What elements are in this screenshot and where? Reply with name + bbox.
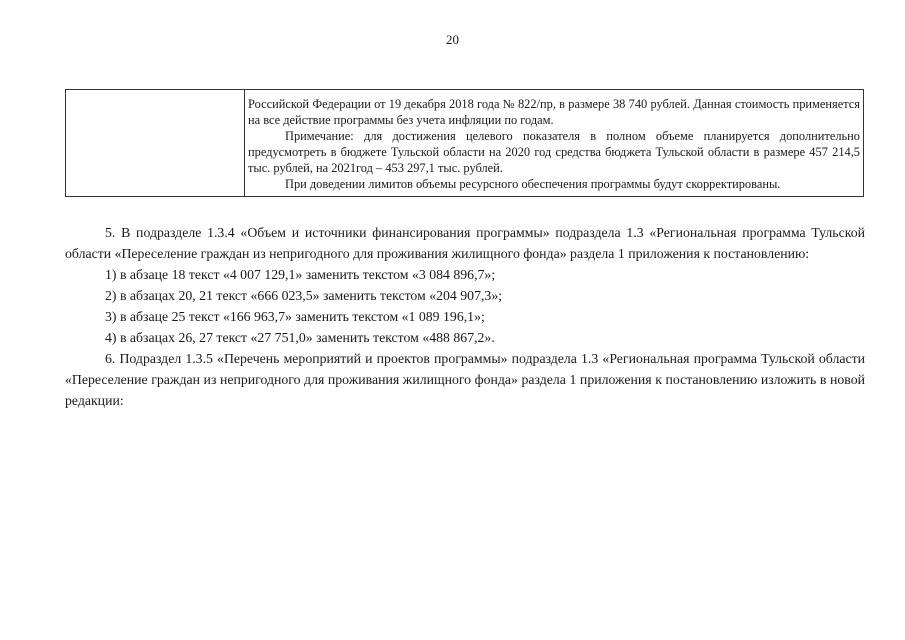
- list-item: 2) в абзацах 20, 21 текст «666 023,5» заменить текстом «204 907,3»;: [105, 288, 503, 303]
- table-cell-paragraph: При доведении лимитов объемы ресурсного обеспечения программы будут скорректированы.: [285, 177, 781, 191]
- continuation-table: [65, 89, 864, 197]
- section-6-intro: 6. Подраздел 1.3.5 «Перечень мероприятий и проектов программы» подраздела 1.3 «Региональная программа Тульской области «Переселение граждан из непригодного для проживания жилищного фонда» раздела 1 приложения к постановлению изложить в новой редакции:: [65, 351, 865, 408]
- page-number: 20: [446, 32, 459, 47]
- list-item: 4) в абзацах 26, 27 текст «27 751,0» заменить текстом «488 867,2».: [105, 330, 495, 345]
- table-cell-note: Примечание: для достижения целевого показателя в полном объеме планируется дополнительно предусмотреть в бюджете Тульской области на 2020 год средства бюджета Тульской области в размере 457 214,5 тыс. рублей, на 2021год – 453 297,1 тыс. рублей.: [248, 129, 860, 175]
- table-row: [66, 90, 864, 197]
- table-cell-left: [66, 90, 245, 197]
- table-cell-paragraph: Российской Федерации от 19 декабря 2018 года № 822/пр, в размере 38 740 рублей. Данная стоимость применяется на все действие программы без учета инфляции по годам.: [248, 97, 860, 127]
- table-cell-right: [245, 90, 864, 197]
- document-body: [65, 222, 865, 411]
- section-5-intro: 5. В подразделе 1.3.4 «Объем и источники финансирования программы» подраздела 1.3 «Региональная программа Тульской области «Переселение граждан из непригодного для проживания жилищного фонда» раздела 1 приложения к постановлению:: [65, 225, 865, 261]
- list-item: 1) в абзаце 18 текст «4 007 129,1» заменить текстом «3 084 896,7»;: [105, 267, 496, 282]
- list-item: 3) в абзаце 25 текст «166 963,7» заменить текстом «1 089 196,1»;: [105, 309, 485, 324]
